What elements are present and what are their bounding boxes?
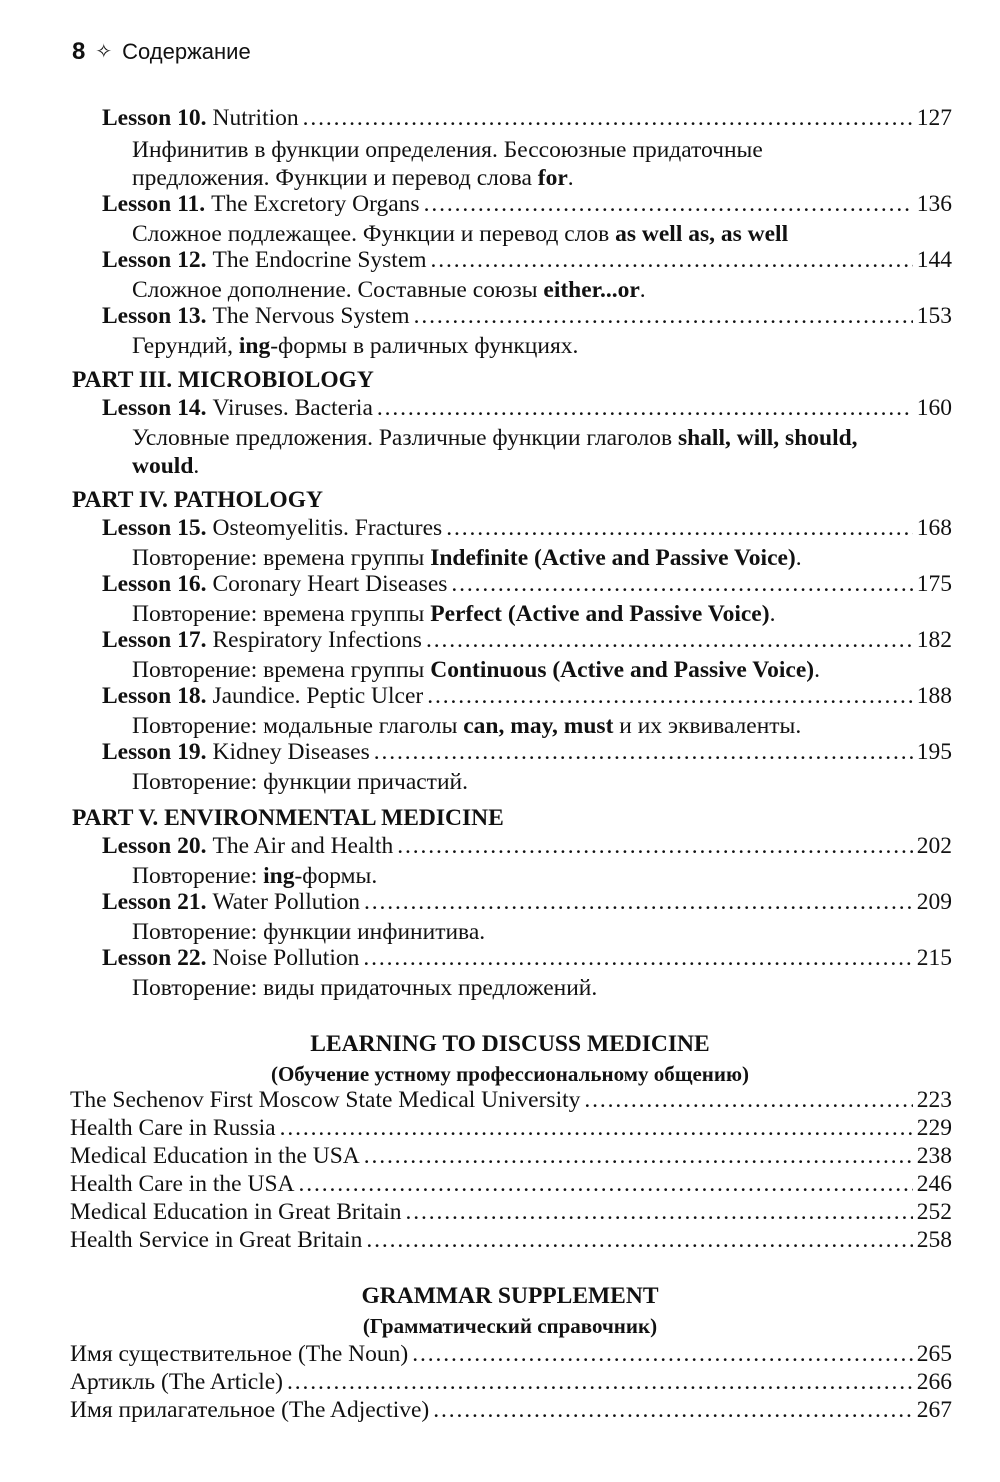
section-subheading-discuss: (Обучение устному профессиональному общению) (270, 1062, 750, 1086)
lesson-label: Lesson 15. (102, 515, 207, 541)
dot-leader (364, 888, 913, 916)
dot-leader (377, 394, 913, 422)
page-ref: 252 (916, 1199, 952, 1225)
lesson-title: The Endocrine System (212, 247, 427, 273)
lesson-description: Сложное дополнение. Составные союзы either...or. (132, 277, 646, 303)
lesson-description: Повторение: времена группы Indefinite (Active and Passive Voice). (132, 545, 802, 571)
dot-leader (414, 302, 913, 330)
lesson-title: The Excretory Organs (211, 191, 420, 217)
dot-leader (446, 514, 913, 542)
dot-leader (397, 832, 913, 860)
entry-title: Medical Education in the USA (70, 1143, 360, 1169)
toc-entry[interactable] (70, 1226, 952, 1254)
lesson-label: Lesson 18. (102, 683, 207, 709)
lesson-description: Повторение: ing-формы. (132, 863, 378, 889)
page-ref: 223 (916, 1087, 952, 1113)
page-number: 8 (72, 38, 86, 65)
lesson-title: Water Pollution (212, 889, 361, 915)
page-ref: 265 (916, 1341, 952, 1367)
dot-leader (412, 1340, 913, 1368)
page-ref: 229 (916, 1115, 952, 1141)
toc-entry-lesson-18[interactable] (102, 682, 952, 710)
lesson-label: Lesson 12. (102, 247, 207, 273)
page-ref: 136 (916, 191, 952, 217)
page-ref: 195 (916, 739, 952, 765)
lesson-description: Условные предложения. Различные функции глаголов shall, will, should, would. (132, 425, 858, 479)
lesson-label: Lesson 22. (102, 945, 207, 971)
lesson-title: Nutrition (212, 105, 299, 131)
page-ref: 267 (916, 1397, 952, 1423)
page-ref: 175 (916, 571, 952, 597)
lesson-title: Viruses. Bacteria (212, 395, 373, 421)
page-ref: 144 (916, 247, 952, 273)
toc-entry[interactable] (70, 1198, 952, 1226)
dot-leader (426, 626, 913, 654)
lesson-title: The Nervous System (212, 303, 410, 329)
lesson-label: Lesson 14. (102, 395, 207, 421)
entry-title: Health Care in Russia (70, 1115, 276, 1141)
part-heading-pathology: PART IV. PATHOLOGY (72, 487, 323, 513)
lesson-label: Lesson 21. (102, 889, 207, 915)
page-ref: 209 (916, 889, 952, 915)
lesson-description: Сложное подлежащее. Функции и перевод слов as well as, as well (132, 221, 789, 247)
section-heading-grammar: GRAMMAR SUPPLEMENT (361, 1283, 659, 1309)
lesson-description: Герундий, ing-формы в раличных функциях. (132, 333, 579, 359)
toc-entry-lesson-20[interactable] (102, 832, 952, 860)
toc-entry-lesson-19[interactable] (102, 738, 952, 766)
lesson-title: Noise Pollution (212, 945, 360, 971)
lesson-label: Lesson 20. (102, 833, 207, 859)
page-ref: 202 (916, 833, 952, 859)
toc-entry[interactable] (70, 1368, 952, 1396)
entry-title: Health Care in the USA (70, 1171, 295, 1197)
toc-entry-lesson-11[interactable] (102, 190, 952, 218)
toc-entry-lesson-13[interactable] (102, 302, 952, 330)
dot-leader (427, 682, 913, 710)
dot-leader (406, 1198, 913, 1226)
page-ref: 258 (916, 1227, 952, 1253)
lesson-label: Lesson 13. (102, 303, 207, 329)
page-ref: 127 (916, 105, 952, 131)
entry-title: Health Service in Great Britain (70, 1227, 363, 1253)
dot-leader (584, 1086, 912, 1114)
lesson-title: The Air and Health (212, 833, 394, 859)
toc-entry-lesson-22[interactable] (102, 944, 952, 972)
toc-entry[interactable] (70, 1340, 952, 1368)
dot-leader (287, 1368, 913, 1396)
lesson-label: Lesson 17. (102, 627, 207, 653)
dot-leader (451, 570, 912, 598)
lesson-title: Kidney Diseases (212, 739, 370, 765)
page-ref: 160 (916, 395, 952, 421)
page-ref: 182 (916, 627, 952, 653)
lesson-description: Повторение: модальные глаголы can, may, must и их эквиваленты. (132, 713, 802, 739)
lesson-description: Инфинитив в функции определения. Бессоюзные придаточные предложения. Функции и перевод слова for. (132, 137, 763, 191)
entry-title: Имя существительное (The Noun) (70, 1341, 409, 1367)
page-ref: 168 (916, 515, 952, 541)
dot-leader (280, 1114, 913, 1142)
lesson-label: Lesson 10. (102, 105, 207, 131)
page-ref: 188 (916, 683, 952, 709)
section-heading-discuss: LEARNING TO DISCUSS MEDICINE (310, 1031, 710, 1057)
page-title: Содержание (122, 39, 251, 64)
lesson-title: Osteomyelitis. Fractures (212, 515, 443, 541)
toc-entry[interactable] (70, 1396, 952, 1424)
page-ref: 246 (916, 1171, 952, 1197)
section-subheading-grammar: (Грамматический справочник) (362, 1314, 658, 1338)
toc-entry-lesson-17[interactable] (102, 626, 952, 654)
lesson-label: Lesson 16. (102, 571, 207, 597)
toc-entry-lesson-15[interactable] (102, 514, 952, 542)
part-heading-environmental-medicine: PART V. ENVIRONMENTAL MEDICINE (72, 805, 504, 831)
diamond-star-icon: ✧ (95, 41, 113, 63)
lesson-label: Lesson 19. (102, 739, 207, 765)
entry-title: Имя прилагательное (The Adjective) (70, 1397, 430, 1423)
dot-leader (303, 104, 913, 132)
dot-leader (431, 246, 913, 274)
toc-entry-lesson-12[interactable] (102, 246, 952, 274)
dot-leader (363, 944, 912, 972)
lesson-label: Lesson 11. (102, 191, 206, 217)
running-head (72, 38, 251, 66)
entry-title: The Sechenov First Moscow State Medical University (70, 1087, 581, 1113)
page-ref: 215 (916, 945, 952, 971)
page-ref: 266 (916, 1369, 952, 1395)
dot-leader (424, 190, 913, 218)
page-ref: 238 (916, 1143, 952, 1169)
lesson-description: Повторение: виды придаточных предложений. (132, 975, 598, 1001)
dot-leader (433, 1396, 913, 1424)
lesson-title: Coronary Heart Diseases (212, 571, 448, 597)
dot-leader (364, 1142, 913, 1170)
toc-entry-lesson-14[interactable] (102, 394, 952, 422)
toc-entry-lesson-21[interactable] (102, 888, 952, 916)
lesson-description: Повторение: времена группы Perfect (Active and Passive Voice). (132, 601, 776, 627)
dot-leader (374, 738, 913, 766)
dot-leader (299, 1170, 913, 1198)
part-heading-microbiology: PART III. MICROBIOLOGY (72, 367, 374, 393)
dot-leader (366, 1226, 912, 1254)
page-ref: 153 (916, 303, 952, 329)
lesson-title: Respiratory Infections (212, 627, 422, 653)
lesson-description: Повторение: функции причастий. (132, 769, 468, 795)
entry-title: Артикль (The Article) (70, 1369, 284, 1395)
entry-title: Medical Education in Great Britain (70, 1199, 402, 1225)
lesson-description: Повторение: времена группы Continuous (Active and Passive Voice). (132, 657, 820, 683)
toc-entry-lesson-16[interactable] (102, 570, 952, 598)
lesson-title: Jaundice. Peptic Ulcer (212, 683, 424, 709)
toc-entry[interactable] (70, 1086, 952, 1114)
lesson-description: Повторение: функции инфинитива. (132, 919, 486, 945)
toc-entry-lesson-10[interactable] (102, 104, 952, 132)
toc-entry[interactable] (70, 1170, 952, 1198)
toc-entry[interactable] (70, 1142, 952, 1170)
toc-entry[interactable] (70, 1114, 952, 1142)
